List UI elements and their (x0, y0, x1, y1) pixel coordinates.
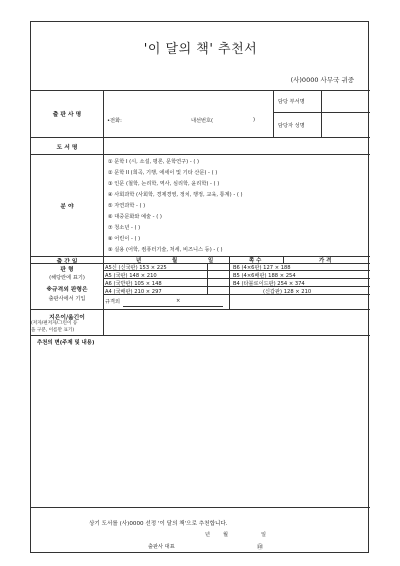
issuer-line: (사)0000 사무국 귀중 (290, 76, 354, 84)
phone-label: •전화: (107, 118, 122, 124)
form-title: '이 달의 책' 추천서 (143, 42, 258, 57)
reason-label: 추천의 변(주제 및 내용) (37, 340, 95, 346)
pubdate-month: 월 (172, 258, 178, 264)
format-right-4: (신갑판) 128 × 210 (263, 289, 312, 295)
price-label: 가 격 (319, 258, 332, 264)
format-left-3: A6 (국반판) 105 × 148 (105, 281, 162, 287)
category-item-6: ⑥ 대중문화와 예술 - ( ) (108, 214, 162, 220)
pubdate-label: 출 간 일 (56, 259, 78, 265)
category-item-5: ⑤ 자연과학 - ( ) (108, 203, 146, 209)
author-label: 지은이/옮긴이 (49, 315, 85, 321)
format-label: 판 형 (60, 267, 74, 273)
category-item-8: ⑧ 어린이 - ( ) (108, 236, 141, 242)
recommendation-form (30, 21, 369, 553)
author-note-1: (저자/편저자/그린이 등 (31, 321, 78, 326)
footer-month: 월 (223, 532, 229, 538)
format-right-3: B4 (타블로이드판) 254 × 374 (233, 281, 305, 287)
seal-mark: ㊞ (257, 544, 264, 551)
category-item-4: ④ 사회과학 (사회학, 경제경영, 정치, 행정, 교육, 통계) - ( ) (108, 192, 243, 198)
footer-statement: 상기 도서를 (사)0000 선정 '이 달의 책'으로 추천합니다. (89, 521, 228, 527)
footer-day: 일 (261, 532, 267, 538)
format-note-1: (해당란에 표기) (49, 275, 85, 281)
book-title-label: 도 서 명 (56, 145, 78, 151)
format-left-4: A4 (국배판) 210 × 297 (105, 289, 162, 295)
footer-representative: 출판사 대표 (148, 544, 175, 550)
category-item-1: ① 문학 I (시, 소설, 평론, 문학연구) - ( ) (108, 159, 200, 165)
fax-label: 내선번호( (191, 118, 214, 124)
format-custom: 규격외 (105, 299, 121, 305)
pubdate-day: 일 (208, 258, 214, 264)
format-left-2: A5 (국판) 148 × 210 (105, 273, 157, 279)
category-label: 분 야 (60, 204, 74, 210)
format-custom-x: × (176, 298, 181, 304)
format-right-2: B5 (4×6배판) 188 × 254 (233, 273, 296, 279)
format-left-1: A5신 (신국판) 153 × 225 (105, 265, 167, 271)
format-note-3: 출판사에서 기입 (48, 296, 86, 302)
pubdate-year: 년 (136, 258, 142, 264)
dept-label: 담당 부서명 (278, 99, 305, 105)
footer-year: 년 (205, 532, 211, 538)
category-item-7: ⑦ 청소년 - ( ) (108, 225, 141, 231)
category-item-3: ③ 인문 (철학, 논리학, 역사, 심리학, 윤리학) - ( ) (108, 181, 220, 187)
format-note-2: ※규격외 판형은 (46, 287, 88, 293)
category-item-9: ⑨ 실용 (어학, 컴퓨터기술, 처세, 비즈니스 등) - ( ) (108, 247, 223, 253)
publisher-label: 출 판 사 명 (52, 112, 82, 118)
manager-label: 담당자 성명 (278, 123, 305, 129)
category-item-2: ② 문학 II (희곡, 기행, 에세이 및 기타 산문) - ( ) (108, 170, 218, 176)
author-note-2: 을 구분, 이름만 표기) (31, 328, 75, 333)
format-right-1: B6 (4×6판) 127 × 188 (233, 265, 291, 271)
pages-label: 쪽 수 (249, 258, 262, 264)
fax-close: ) (253, 117, 256, 123)
